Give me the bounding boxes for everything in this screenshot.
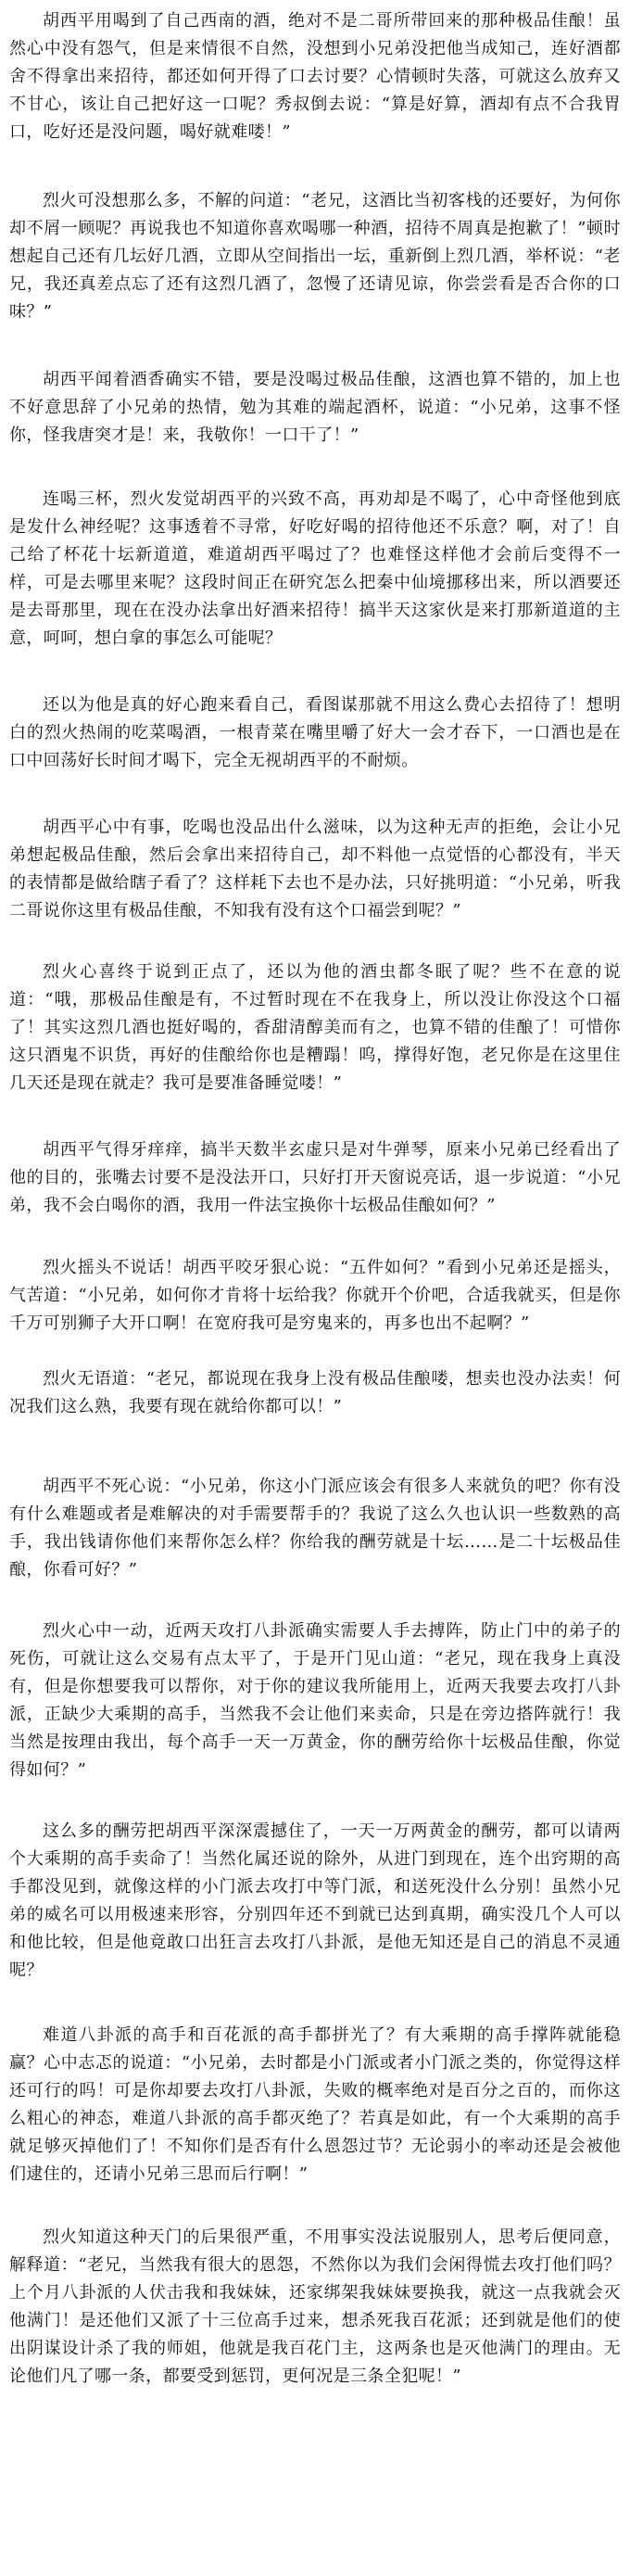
paragraph-13: 这么多的酬劳把胡西平深深震撼住了，一天一万两黄金的酬劳，都可以请两个大乘期的高手卖命了！当然化属还说的除外，从进门到现在，连个出窍期的高手都没见到，就像这样的小门派去攻打中等门派，和送死没什么分别！虽然小兄弟的威名可以用极速来形容，分别四年还不到就已达到真期，确实没几个人可以和他比较，但是他竟敢口出狂言去攻打八卦派，是他无知还是自己的消息不灵通呢？ [9, 1821, 621, 1980]
paragraph-3: 胡西平闻着酒香确实不错，要是没喝过极品佳酿，这酒也算不错的，加上也不好意思辞了小兄弟的热情，勉为其难的端起酒杯，说道：“小兄弟，这事不怪你，怪我唐突才是！来，我敬你！一口干了！” [9, 370, 621, 445]
paragraph-1: 胡西平用喝到了自己西南的酒，绝对不是二哥所带回来的那种极品佳酿！虽然心中没有怨气，但是来情很不自然，没想到小兄弟没把他当成知己，连好酒都舍不得拿出来招待，都还如何开得了口去讨要？心情顿时失落，可就这么放弃又不甘心，该让自己把好这一口呢？秀叔倒去说：“算是好算，酒却有点不合我胃口，吃好还是没问题，喝好就难喽！” [9, 11, 621, 142]
paragraph-15: 烈火知道这种天门的后果很严重，不用事实没法说服别人，思考后便同意，解释道：“老兄，当然我有很大的恩怨，不然你以为我们会闲得慌去攻打他们吗？上个月八卦派的人伏击我和我妹妹，还家绑架我妹妹要换我，就这一点我就会灭他满门！是还他们又派了十三位高手过来，想杀死我百花派；还到就是他们的使出阴谋设计杀了我的师姐，他就是我百花门主，这两条也是灭他满门的理由。无论他们凡了哪一条，都要受到惩罚，更何况是三条全犯呢！” [9, 2227, 621, 2386]
paragraph-2: 烈火可没想那么多，不解的问道：“老兄，这酒比当初客栈的还要好，为何你却不屑一顾呢？再说我也不知道你喜欢喝哪一种酒，招待不周真是抱歉了！”顿时想起自己还有几坛好几酒，立即从空间指出一坛，重新倒上烈几酒，举杯说：“老兄，我还真差点忘了还有这烈几酒了，忽慢了还请见谅，你尝尝看是否合你的口味？” [9, 191, 621, 322]
paragraph-9: 烈火摇头不说话！胡西平咬牙狠心说：“五件如何？”看到小兄弟还是摇头，气苦道：“小兄弟，如何你才肯将十坛给我？你就开个价吧，合适我就买，但是你千万可别狮子大开口啊！在宽府我可是穷鬼来的，再多也出不起啊？” [9, 1258, 621, 1333]
paragraph-10: 烈火无语道：“老兄，都说现在我身上没有极品佳酿喽，想卖也没办法卖！何况我们这么熟，我要有现在就给你都可以！” [9, 1369, 621, 1416]
paragraph-14: 难道八卦派的高手和百花派的高手都拼光了？有大乘期的高手撑阵就能稳赢？心中志忑的说道：“小兄弟，去时都是小门派或者小门派之类的，你觉得这样还可行的吗！可是你却要去攻打八卦派，失败的概率绝对是百分之百的，而你这么粗心的神态，难道八卦派的高手都灭绝了？若真是如此，有一个大乘期的高手就足够灭掉他们了！不知你们是否有什么恩怨过节？无论弱小的率动还是会被他们逮住的，还请小兄弟三思而后行啊！” [9, 2025, 621, 2184]
paragraph-4: 连喝三杯，烈火发觉胡西平的兴致不高，再劝却是不喝了，心中奇怪他到底是发什么神经呢？这事透着不寻常，好吃好喝的招待他还不乐意？啊，对了！自己给了杯花十坛新道道，难道胡西平喝过了？也难怪这样他才会前后变得不一样，可是去哪里来呢？这段时间正在研究怎么把秦中仙境挪移出来，所以酒要还是去哥那里，现在在没办法拿出好酒来招待！搞半天这家伙是来打那新道道的主意，呵呵，想白拿的事怎么可能呢？ [9, 489, 621, 648]
paragraph-8: 胡西平气得牙痒痒，搞半天数半玄虚只是对牛弹琴，原来小兄弟已经看出了他的目的，张嘴去讨要不是没法开口，只好打开天窗说亮话，退一步说道：“小兄弟，我不会白喝你的酒，我用一件法宝换你十坛极品佳酿如何？” [9, 1140, 621, 1215]
paragraph-12: 烈火心中一动，近两天攻打八卦派确实需要人手去搏阵，防止门中的弟子的死伤，可就让这么交易有点太平了，于是开门见山道：“老兄，现在我身上真没有，但是你想要我可以帮你，对于你的建议我所能用上，近两天我要去攻打八卦派，正缺少大乘期的高手，当然我不会让他们来卖命，只是在旁边搭阵就行！我当然是按理由我出，每个高手一天一万黄金，你的酬劳给你十坛极品佳酿，你觉得如何？” [9, 1621, 621, 1780]
paragraph-6: 胡西平心中有事，吃喝也没品出什么滋味，以为这种无声的拒绝，会让小兄弟想起极品佳酿，然后会拿出来招待自己，却不料他一点觉悟的心都没有，半天的表情都是做给瞎子看了？这样耗下去也不是办法，只好挑明道：“小兄弟，听我二哥说你这里有极品佳酿，不知我有没有这个口福尝到呢？” [9, 818, 621, 920]
paragraph-11: 胡西平不死心说：“小兄弟，你这小门派应该会有很多人来就负的吧？你有没有什么难题或者是难解决的对手需要帮手的？我说了这么久也认识一些数熟的高手，我出钱请你他们来帮你怎么样？你给我的酬劳就是十坛……是二十坛极品佳酿，你看可好？” [9, 1477, 621, 1580]
paragraph-5: 还以为他是真的好心跑来看自己，看图谋那就不用这么费心去招待了！想明白的烈火热闹的吃菜喝酒，一根青菜在嘴里嚼了好大一会才吞下，一口酒也是在口中回荡好长时间才喝下，完全无视胡西平的不耐烦。 [9, 695, 621, 770]
paragraph-7: 烈火心喜终于说到正点了，还以为他的酒虫都冬眠了呢？些不在意的说道：“哦，那极品佳酿是有，不过暂时现在不在我身上，所以没让你没这个口福了！其实这烈几酒也挺好喝的，香甜清醇美而有之，也算不错的佳酿了！可惜你这只酒鬼不识货，再好的佳酿给你也是糟蹋！呜，撑得好饱，老兄你是在这里住几天还是现在就走？我可是要准备睡觉喽！” [9, 962, 621, 1093]
